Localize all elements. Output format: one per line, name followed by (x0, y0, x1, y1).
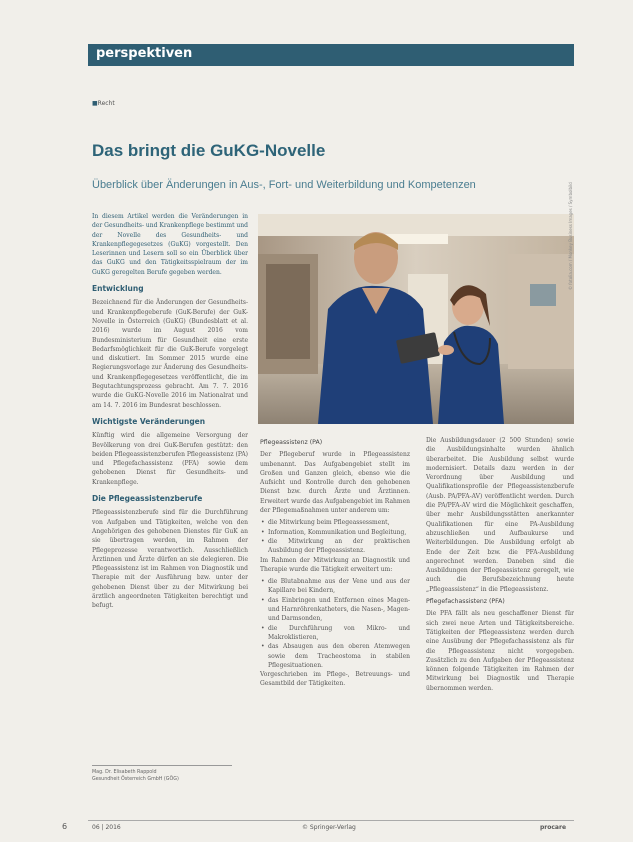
list-item: • das Absaugen aus den oberen Atemwegen sowie dem Tracheostoma in stabilen Pflegesituationen. (260, 642, 410, 670)
publisher-label: © Springer-Verlag (302, 824, 356, 831)
list-item: • Information, Kommunikation und Begleitung, (260, 528, 410, 537)
photo-credit: © fotolia.com / Monkey Business Images / Symbolbild (568, 182, 573, 290)
list-item: • die Blutabnahme aus der Vene und aus der Kapillare bei Kindern, (260, 577, 410, 596)
kicker: ■ Recht (92, 100, 115, 107)
section-header-bar (88, 44, 574, 66)
heading-pflegefachassistenz: Pflegefachassistenz (PFA) (426, 598, 505, 606)
footer-rule (88, 820, 574, 821)
article-subtitle: Überblick über Änderungen in Aus-, Fort- und Weiterbildung und Kompetenzen (92, 179, 476, 191)
photo-nurses-illustration (258, 214, 574, 424)
issue-label: 06 | 2016 (92, 824, 121, 831)
paragraph: Die PFA fällt als neu geschaffener Dienst für sich zwei neue Arten und Tätigkeitsbereiche. Tätigkeiten der Pflegeassistenz werden durch eine Ausübung der Pflegefachassistenz als für die Pflegeassistenz nicht vorgegeben. Zusätzlich zu den Aufgaben der Pflegeassistenz können folgende Tätigkeiten im Rahmen der Mitwirkung bei Diagnostik und Therapie übernommen werden. (426, 610, 574, 692)
heading-pflegeassistenz: Pflegeassistenz (PA) (260, 439, 323, 446)
bullet-list (260, 577, 410, 670)
article-title: Das bringt die GuKG-Novelle (92, 141, 326, 160)
article-photo (258, 214, 574, 424)
paragraph: Künftig wird die allgemeine Versorgung der Bevölkerung von drei GuK-Berufen gestützt: den beiden Pflegeassistenzberufen Pflegeassistenz (PA) und Pflegefachassistenz (PFA) sowie dem gehobenen Dienst für Gesundheits- und Krankenpflege. (92, 432, 248, 486)
heading-pflegeassistenzberufe: Die Pflegeassistenzberufe (92, 494, 203, 504)
author-box (92, 765, 232, 783)
section-label: perspektiven (96, 46, 193, 61)
list-item: • die Durchführung von Mikro- und Makroklistieren, (260, 624, 410, 643)
bullet-list (260, 518, 410, 555)
journal-name: procare (540, 824, 567, 831)
author-affiliation: Gesundheit Österreich GmbH (GÖG) (92, 777, 179, 782)
list-item: • die Mitwirkung beim Pflegeassessment, (260, 518, 410, 527)
paragraph: Pflegeassistenzberufe sind für die Durchführung von Aufgaben und Tätigkeiten, welche von den Angehörigen des gehobenen Dienstes für GuK an sie übertragen werden, im Rahmen der Pflegeprozesse verantwortlich. Ausschließlich Ärztinnen und Ärzte dürfen an sie delegieren. Die Pflegeassistenz ist im Rahmen von Diagnostik und Therapie mit der Ausführung bzw. unter der gehobenen Dienst über zu der Mitwirkung bei ärztlich angeordneten Tätigkeiten berechtigt und befugt. (92, 509, 248, 610)
list-item: • die Mitwirkung an der praktischen Ausbildung der Pflegeassistenz. (260, 537, 410, 556)
paragraph: Bezeichnend für die Änderungen der Gesundheits- und Krankenpflegeberufe (GuK-Berufe) der GuK-Novelle in Österreich (GuKG) (Bundesblatt et al. 2016) wurde im August 2016 vom Bundesministerium für Gesundheit eine erste Bedarfsmöglichkeit für die GuK-Berufe vorgelegt und diskutiert. Im Sommer 2015 wurde eine Regierungsvorlage zur Änderung des Gesundheits- und Krankenpflegegesetzes veröffentlicht, die im Begutachtungsprozess gebracht. Am 7. 7. 2016 wurde die GuKG-Novelle 2016 im Nationalrat und am 14. 7. 2016 im Bundesrat beschlossen. (92, 299, 248, 409)
paragraph: Vorgeschrieben im Pflege-, Betreuungs- und Gesamtbild der Tätigkeiten. (260, 671, 410, 688)
paragraph: Im Rahmen der Mitwirkung an Diagnostik und Therapie wurde die Tätigkeit erweitert um: (260, 556, 410, 573)
column-left (92, 212, 248, 614)
lead-paragraph: In diesem Artikel werden die Veränderungen in der Gesundheits- und Krankenpflege bestimmt und der Novelle des Gesundheits- und Krankenpflegegesetzes (GuKG) vorgestellt. Den Leserinnen und Lesern soll so ein Überblick über das GuKG und den Tätigkeitsspielraum der im GuKG geregelten Berufe gegeben werden. (92, 213, 248, 276)
column-right (426, 436, 574, 696)
heading-veraenderungen: Wichtigste Veränderungen (92, 416, 206, 426)
list-item: • das Einbringen und Entfernen eines Magen- und Harnröhrenkatheters, die Nasen-, Magen- und Darmsonden, (260, 596, 410, 624)
paragraph: Die Ausbildungsdauer (2 500 Stunden) sowie die Ausbildungsinhalte wurden ähnlich überarbeitet. Die Ausbildung selbst wurde modernisiert. Details dazu werden in der Verordnung über Ausbildung und Qualifikationsprofile der Pflegeassistenzberufe (Ausb. PA/PFA-AV) veröffentlicht werden. Durch die PA/PFA-AV wird die Möglichkeit geschaffen, über mehr Ausbildungsstätten anerkannter Qualifikationen für eine PA-Ausbildung abzuschließen und Aufbaukurse und Weiterbildungen. Die Ausbildung erfolgt ab Ende der Zeit bzw. die PFA-Ausbildung angerechnet werden. Daneben sind die Ausbildungen der Pflegeassistenz geregelt, wie auch die Berufsbezeichnung heute „Pflegeassistenz“ in die Pflegeassistenz. (426, 437, 574, 593)
paragraph: Der Pflegeberuf wurde in Pflegeassistenz umbenannt. Das Aufgabengebiet stellt im Großen und Ganzen gleich, ebenso wie die Aufsicht und Kontrolle durch den gehobenen Dienst bzw. durch Ärzte und Ärztinnen. Erweitert wurde das Aufgabengebiet im Rahmen der Pflegemaßnahmen unter anderem um: (260, 451, 410, 515)
heading-entwicklung: Entwicklung (92, 284, 144, 294)
page-number: 6 (62, 822, 68, 831)
author-name: Mag. Dr. Elisabeth Rappold (92, 770, 157, 775)
column-middle (260, 436, 410, 692)
